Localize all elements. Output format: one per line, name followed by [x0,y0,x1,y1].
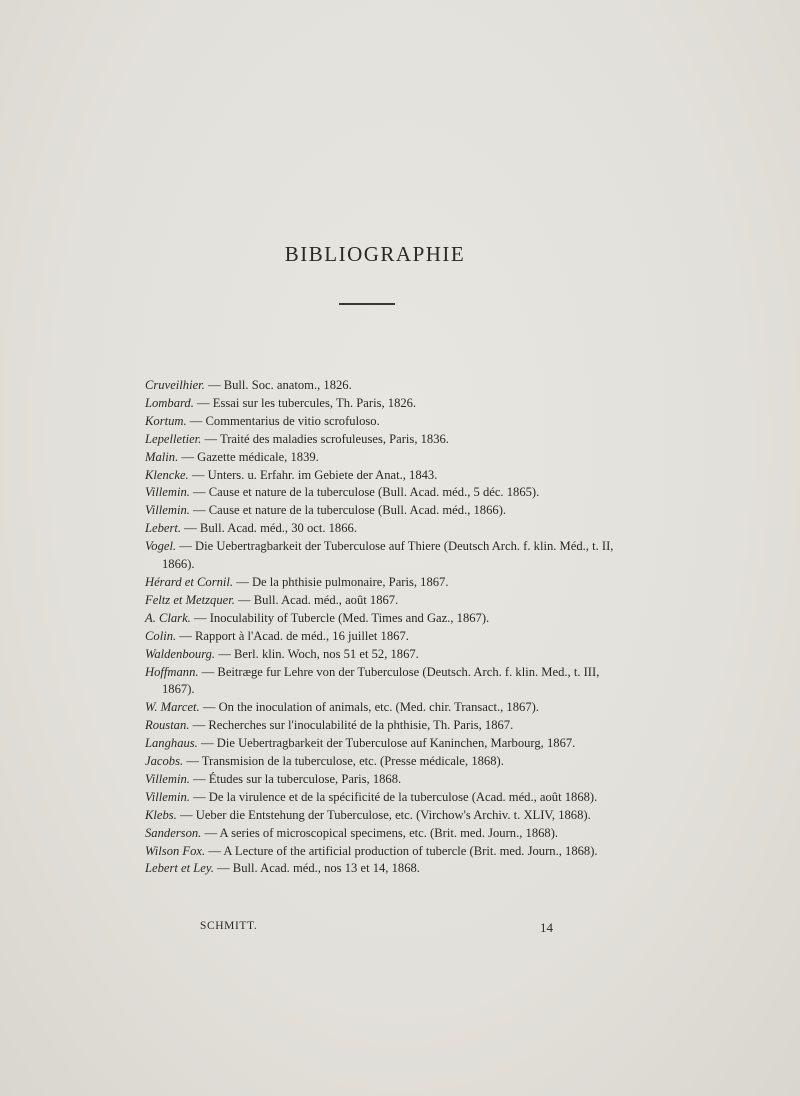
entry-author: Langhaus. [145,736,198,751]
entry-text: — De la virulence et de la spécificité de la tuberculose (Acad. méd., août 1868). [189,789,598,804]
bibliography-entry [145,574,615,592]
entry-text: — Ueber die Entstehung der Tuberculose, etc. (Virchow's Archiv. t. XLIV, 1868). [176,807,591,822]
entry-text: — Traité des maladies scrofuleuses, Paris, 1836. [201,431,449,446]
entry-author: Kortum. [145,413,187,428]
bibliography-entry [145,753,615,771]
bibliography-entry [145,592,615,610]
bibliography-entry [145,413,615,431]
bibliography-entry [145,467,615,485]
entry-text: — De la phthisie pulmonaire, Paris, 1867. [233,574,449,589]
bibliography-entry [145,628,615,646]
entry-text: — Bull. Soc. anatom., 1826. [204,378,352,392]
entry-text: — Die Uebertragbarkeit der Tuberculose auf Kaninchen, Marbourg, 1867. [197,736,576,751]
bibliography-entry [145,610,615,628]
bibliography-entry [145,449,615,467]
entry-text: — Gazette médicale, 1839. [178,449,319,464]
entry-author: Sanderson. [145,825,202,840]
entry-author: W. Marcet. [145,700,200,715]
entry-author: Vogel. [145,539,177,554]
page-number: 14 [540,920,553,935]
entry-author: Waldenbourg. [145,646,216,661]
entry-author: Villemin. [145,771,190,786]
entry-author: Colin. [145,628,177,643]
bibliography-entry [145,431,615,449]
entry-author: Lebert. [145,521,182,536]
entry-author: Lebert et Ley. [145,861,214,876]
bibliography-entry [145,664,615,700]
bibliography-entry [145,520,615,538]
bibliography-entry [145,502,615,520]
entry-author: Klencke. [145,467,189,482]
entry-text: — Commentarius de vitio scrofuloso. [186,413,380,428]
entry-author: A. Clark. [145,610,191,625]
entry-author: Lepelletier. [145,431,202,446]
bibliography-list [145,377,615,878]
bibliography-entry [145,789,615,807]
bibliography-entry [145,377,615,395]
entry-author: Cruveilhier. [145,378,205,392]
entry-author: Wilson Fox. [145,843,206,858]
entry-text: — Essai sur les tubercules, Th. Paris, 1826. [193,395,417,410]
entry-text: — Inoculability of Tubercle (Med. Times and Gaz., 1867). [190,610,490,625]
bibliography-entry [145,843,615,861]
bibliography-entry [145,860,615,878]
bibliography-entry [145,807,615,825]
entry-text: — Recherches sur l'inoculabilité de la phthisie, Th. Paris, 1867. [189,718,514,733]
entry-text: — Die Uebertragbarkeit der Tuberculose auf Thiere (Deutsch Arch. f. klin. Méd., t. II, 1866). [162,539,614,572]
entry-text: — On the inoculation of animals, etc. (Med. chir. Transact., 1867). [199,700,539,715]
entry-author: Hoffmann. [145,664,199,679]
entry-text: — Berl. klin. Woch, nos 51 et 52, 1867. [215,646,419,661]
entry-author: Jacobs. [145,754,184,769]
footer-signature: SCHMITT. [200,920,258,932]
entry-text: — A series of microscopical specimens, etc. (Brit. med. Journ., 1868). [201,825,559,840]
entry-author: Klebs. [145,807,177,822]
entry-text: — Rapport à l'Acad. de méd., 16 juillet 1867. [176,628,409,643]
bibliography-entry [145,484,615,502]
entry-text: — Études sur la tuberculose, Paris, 1868. [189,771,402,786]
entry-author: Lombard. [145,395,194,410]
entry-text: — Cause et nature de la tuberculose (Bull. Acad. méd., 5 déc. 1865). [189,485,540,500]
bibliography-entry [145,538,615,574]
entry-text: — Bull. Acad. méd., août 1867. [234,592,399,607]
entry-text: — Beitræge fur Lehre von der Tuberculose (Deutsch. Arch. f. klin. Med., t. III, 1867). [162,664,600,697]
entry-text: — Cause et nature de la tuberculose (Bull. Acad. méd., 1866). [189,503,507,518]
entry-text: — Transmision de la tuberculose, etc. (Presse médicale, 1868). [183,754,504,769]
entry-text: — A Lecture of the artificial production of tubercle (Brit. med. Journ., 1868). [205,843,598,858]
bibliography-entry [145,717,615,735]
entry-text: — Unters. u. Erfahr. im Gebiete der Anat., 1843. [188,467,438,482]
bibliography-entry [145,735,615,753]
bibliography-entry [145,771,615,789]
page-title: BIBLIOGRAPHIE [284,242,466,266]
entry-author: Villemin. [145,485,190,500]
entry-author: Villemin. [145,503,190,518]
entry-author: Roustan. [145,718,190,733]
bibliography-entry [145,699,615,717]
bibliography-entry [145,646,615,664]
title-rule [339,303,395,305]
bibliography-entry [145,395,615,413]
entry-text: — Bull. Acad. méd., 30 oct. 1866. [181,521,357,536]
bibliography-entry [145,825,615,843]
entry-text: — Bull. Acad. méd., nos 13 et 14, 1868. [213,861,420,876]
entry-author: Malin. [145,449,179,464]
entry-author: Hérard et Cornil. [145,574,234,589]
entry-author: Villemin. [145,789,190,804]
entry-author: Feltz et Metzquer. [145,592,235,607]
